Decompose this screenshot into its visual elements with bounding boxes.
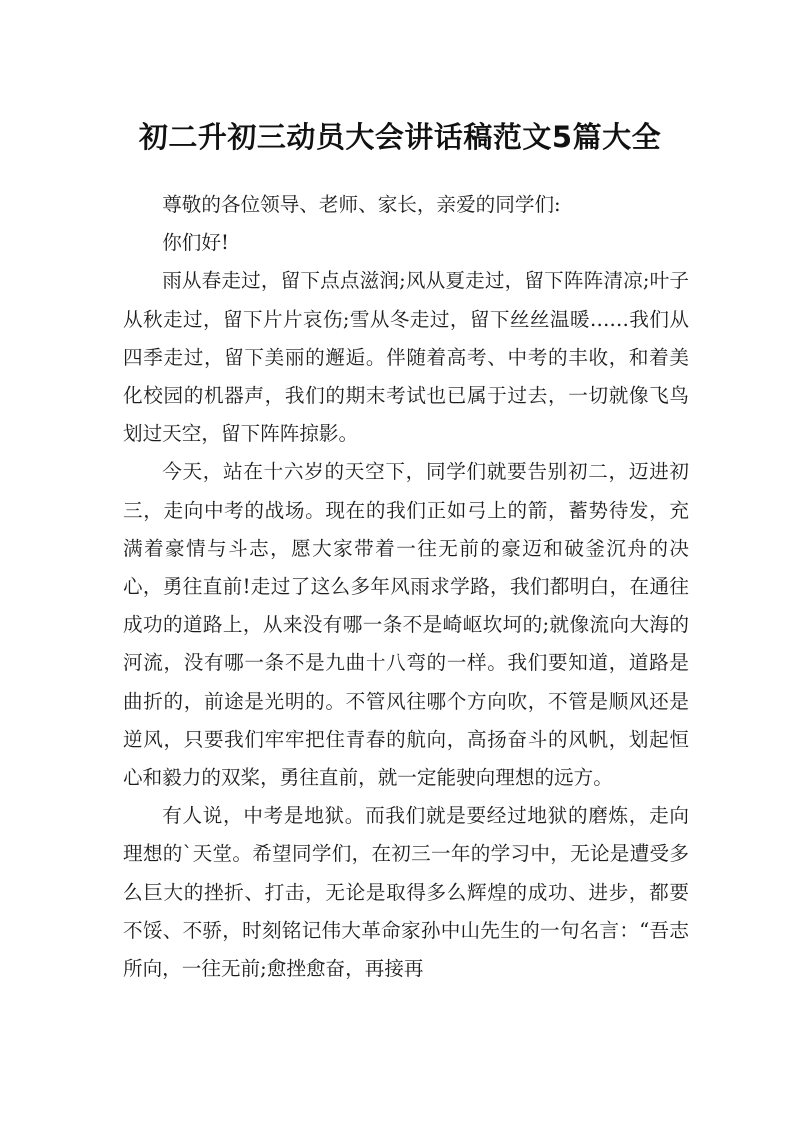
paragraph-seasons: 雨从春走过，留下点点滋润;风从夏走过，留下阵阵清凉;叶子从秋走过，留下片片哀伤;雪从冬走过，留下丝丝温暖……我们从四季走过，留下美丽的邂逅。伴随着高考、中考的丰收，和着美化校园的机器声，我们的期末考试也已属于过去，一切就像飞鸟划过天空，留下阵阵掠影。 <box>123 269 689 446</box>
greeting: 你们好! <box>162 231 229 255</box>
document-title: 初二升初三动员大会讲话稿范文5篇大全 <box>138 120 662 155</box>
paragraph-exam: 有人说，中考是地狱。而我们就是要经过地狱的磨炼，走向理想的`天堂。希望同学们，在初三一年的学习中，无论是遭受多么巨大的挫折、打击，无论是取得多么辉煌的成功、进步，都要不馁、不骄，时刻铭记伟大革命家孙中山先生的一句名言：“吾志所向，一往无前;愈挫愈奋，再接再 <box>123 804 689 981</box>
document-body <box>123 186 689 988</box>
paragraph-today: 今天，站在十六岁的天空下，同学们就要告别初二，迈进初三，走向中考的战场。现在的我们正如弓上的箭，蓄势待发，充满着豪情与斗志，愿大家带着一往无前的豪迈和破釜沉舟的决心，勇往直前!走过了这么多年风雨求学路，我们都明白，在通往成功的道路上，从来没有哪一条不是崎岖坎坷的;就像流向大海的河流，没有哪一条不是九曲十八弯的一样。我们要知道，道路是曲折的，前途是光明的。不管风往哪个方向吹，不管是顺风还是逆风，只要我们牢牢把住青春的航向，高扬奋斗的风帆，划起恒心和毅力的双桨，勇往直前，就一定能驶向理想的远方。 <box>123 460 689 790</box>
salutation: 尊敬的各位领导、老师、家长，亲爱的同学们: <box>162 193 561 216</box>
